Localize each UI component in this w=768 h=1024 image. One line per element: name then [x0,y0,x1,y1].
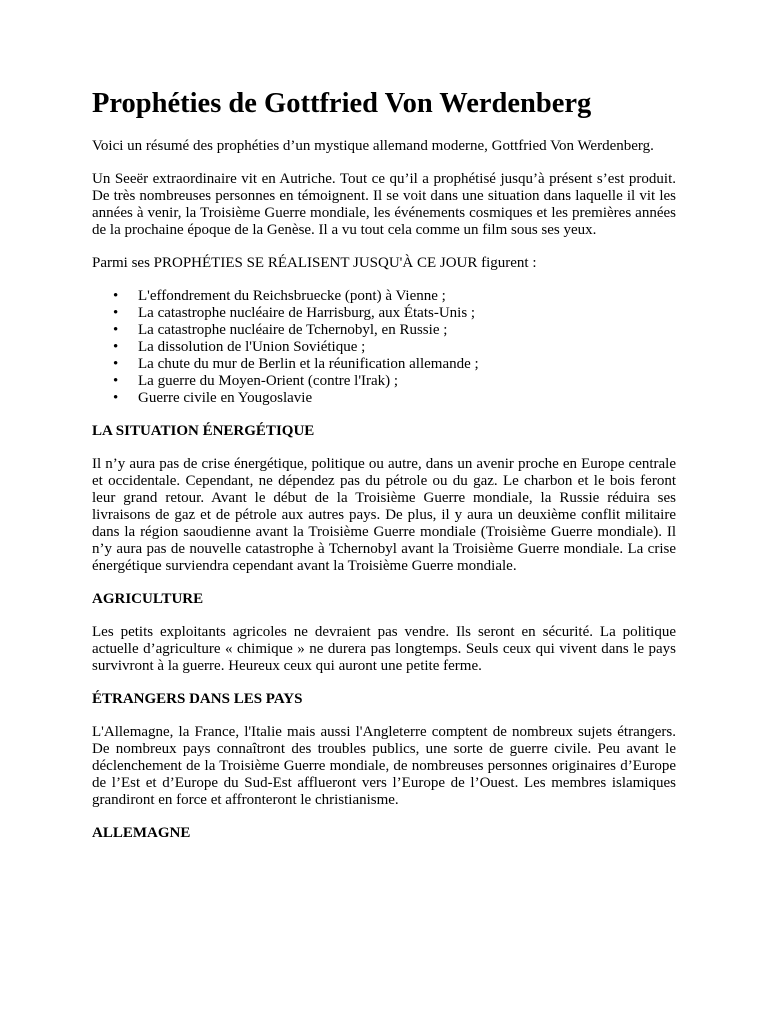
list-item: • La chute du mur de Berlin et la réunification allemande ; [113,356,479,372]
fulfilled-list-intro: Parmi ses PROPHÉTIES SE RÉALISENT JUSQU'À CE JOUR figurent : [92,255,537,271]
seer-paragraph: Un Seeër extraordinaire vit en Autriche. Tout ce qu’il a prophétisé jusqu’à présent s’est produit. De très nombreuses personnes en témoignent. Il se voit dans une situation dans laquelle il vit les années à venir, la Troisième Guerre mondiale, les événements cosmiques et les premières années de la prochaine époque de la Genèse. Il a vu tout cela comme un film sous ses yeux. [92,171,676,238]
bullet-icon: • [113,356,119,372]
list-item: • La guerre du Moyen-Orient (contre l'Irak) ; [113,373,399,389]
bullet-icon: • [113,322,119,338]
intro-paragraph: Voici un résumé des prophéties d’un mystique allemand moderne, Gottfried Von Werdenberg. [92,138,654,154]
section-body-agriculture: Les petits exploitants agricoles ne devraient pas vendre. Ils seront en sécurité. La politique actuelle d’agriculture « chimique » ne durera pas longtemps. Seuls ceux qui vivent dans le pays survivront à la guerre. Heureux ceux qui auront une petite ferme. [92,624,676,674]
list-item: • Guerre civile en Yougoslavie [113,390,313,406]
bullet-icon: • [113,288,119,304]
document-page [92,86,676,858]
section-body-foreigners: L'Allemagne, la France, l'Italie mais aussi l'Angleterre comptent de nombreux sujets étrangers. De nombreux pays connaîtront des troubles publics, une sorte de guerre civile. Peu avant le déclenchement de la Troisième Guerre mondiale, de nombreuses personnes originaires d’Europe de l’Est et d’Europe du Sud-Est afflueront vers l’Europe de l’Ouest. Les membres islamiques grandiront en force et affronteront le christianisme. [92,724,676,808]
section-heading-foreigners: ÉTRANGERS DANS LES PAYS [92,691,303,707]
list-item: • L'effondrement du Reichsbruecke (pont) à Vienne ; [113,288,446,304]
section-body-energy: Il n’y aura pas de crise énergétique, politique ou autre, dans un avenir proche en Europe centrale et occidentale. Cependant, ne dépendez pas du pétrole ou du gaz. Le charbon et le bois feront leur grand retour. Avant le début de la Troisième Guerre mondiale, la Russie réduira ses livraisons de gaz et de pétrole aux autres pays. De plus, il y aura un deuxième conflit militaire dans la région saoudienne avant la Troisième Guerre mondiale (Troisième Guerre mondiale). Il n’y aura pas de nouvelle catastrophe à Tchernobyl avant la Troisième Guerre mondiale. La crise énergétique surviendra cependant avant la Troisième Guerre mondiale. [92,456,676,574]
section-heading-agriculture: AGRICULTURE [92,591,204,607]
bullet-icon: • [113,339,119,355]
section-heading-energy: LA SITUATION ÉNERGÉTIQUE [92,423,315,439]
section-heading-germany: ALLEMAGNE [92,825,191,841]
fulfilled-prophecies-list [92,288,676,407]
bullet-icon: • [113,390,119,406]
bullet-icon: • [113,373,119,389]
list-item: • La catastrophe nucléaire de Harrisburg, aux États-Unis ; [113,305,476,321]
document-title: Prophéties de Gottfried Von Werdenberg [92,88,592,119]
bullet-icon: • [113,305,119,321]
list-item: • La dissolution de l'Union Soviétique ; [113,339,366,355]
list-item: • La catastrophe nucléaire de Tchernobyl, en Russie ; [113,322,448,338]
